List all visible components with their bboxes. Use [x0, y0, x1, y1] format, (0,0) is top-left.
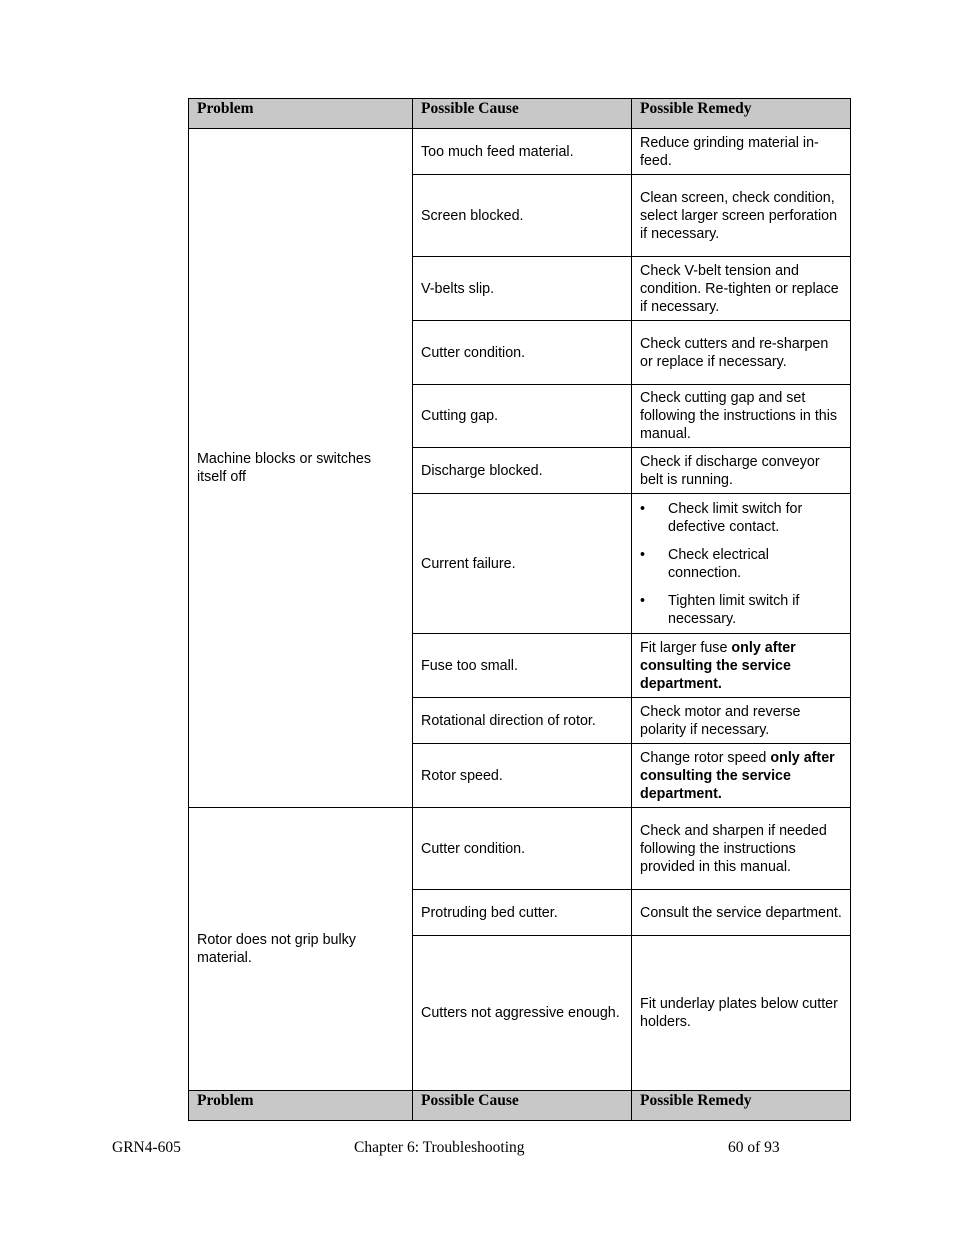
remedy-cell: Clean screen, check condition, select larger screen perforation if necessary.	[632, 175, 851, 257]
cause-cell: Fuse too small.	[413, 634, 632, 698]
header-problem: Problem	[189, 99, 413, 129]
remedy-cell	[632, 634, 851, 698]
header-problem: Problem	[189, 1091, 413, 1121]
remedy-cell: Fit underlay plates below cutter holders.	[632, 936, 851, 1091]
remedy-cell: Consult the service department.	[632, 890, 851, 936]
cause-cell: Rotational direction of rotor.	[413, 698, 632, 744]
footer-doc-id: GRN4-605	[112, 1139, 181, 1156]
footer-chapter: Chapter 6: Troubleshooting	[354, 1139, 525, 1156]
cause-cell: Cutter condition.	[413, 808, 632, 890]
cause-cell: Protruding bed cutter.	[413, 890, 632, 936]
cause-cell: Cutting gap.	[413, 385, 632, 448]
troubleshooting-table	[188, 98, 851, 1121]
problem-cell: Rotor does not grip bulky material.	[189, 808, 413, 1091]
remedy-cell: Check cutters and re-sharpen or replace if necessary.	[632, 321, 851, 385]
remedy-cell	[632, 494, 851, 634]
remedy-cell: Check and sharpen if needed following the instructions provided in this manual.	[632, 808, 851, 890]
cause-cell: Rotor speed.	[413, 744, 632, 808]
cause-cell: Current failure.	[413, 494, 632, 634]
cause-cell: V-belts slip.	[413, 257, 632, 321]
header-remedy: Possible Remedy	[632, 1091, 851, 1121]
remedy-cell: Check motor and reverse polarity if necessary.	[632, 698, 851, 744]
table-footer-header-row	[189, 1091, 851, 1121]
remedy-cell: Check if discharge conveyor belt is running.	[632, 448, 851, 494]
remedy-bullet-list	[640, 500, 842, 628]
cause-cell: Screen blocked.	[413, 175, 632, 257]
remedy-text: Fit larger fuse	[640, 639, 732, 656]
footer-page-number: 60 of 93	[728, 1139, 780, 1156]
cause-cell: Cutters not aggressive enough.	[413, 936, 632, 1091]
table-row	[189, 808, 851, 890]
header-remedy: Possible Remedy	[632, 99, 851, 129]
header-cause: Possible Cause	[413, 99, 632, 129]
bullet-item: • Check electrical connection.	[640, 546, 842, 582]
remedy-cell: Check V-belt tension and condition. Re-tighten or replace if necessary.	[632, 257, 851, 321]
cause-cell: Too much feed material.	[413, 129, 632, 175]
cause-cell: Discharge blocked.	[413, 448, 632, 494]
bullet-item: • Tighten limit switch if necessary.	[640, 592, 842, 628]
remedy-text: Change rotor speed	[640, 749, 771, 766]
remedy-cell: Check cutting gap and set following the instructions in this manual.	[632, 385, 851, 448]
table-row	[189, 129, 851, 175]
table-header-row	[189, 99, 851, 129]
problem-cell: Machine blocks or switches itself off	[189, 129, 413, 808]
remedy-cell: Reduce grinding material in-feed.	[632, 129, 851, 175]
header-cause: Possible Cause	[413, 1091, 632, 1121]
cause-cell: Cutter condition.	[413, 321, 632, 385]
remedy-cell	[632, 744, 851, 808]
bullet-item: • Check limit switch for defective contact.	[640, 500, 842, 536]
remedy-emphasis: only after consulting the service department.	[640, 749, 835, 802]
remedy-emphasis: only after consulting the service department.	[640, 639, 796, 692]
